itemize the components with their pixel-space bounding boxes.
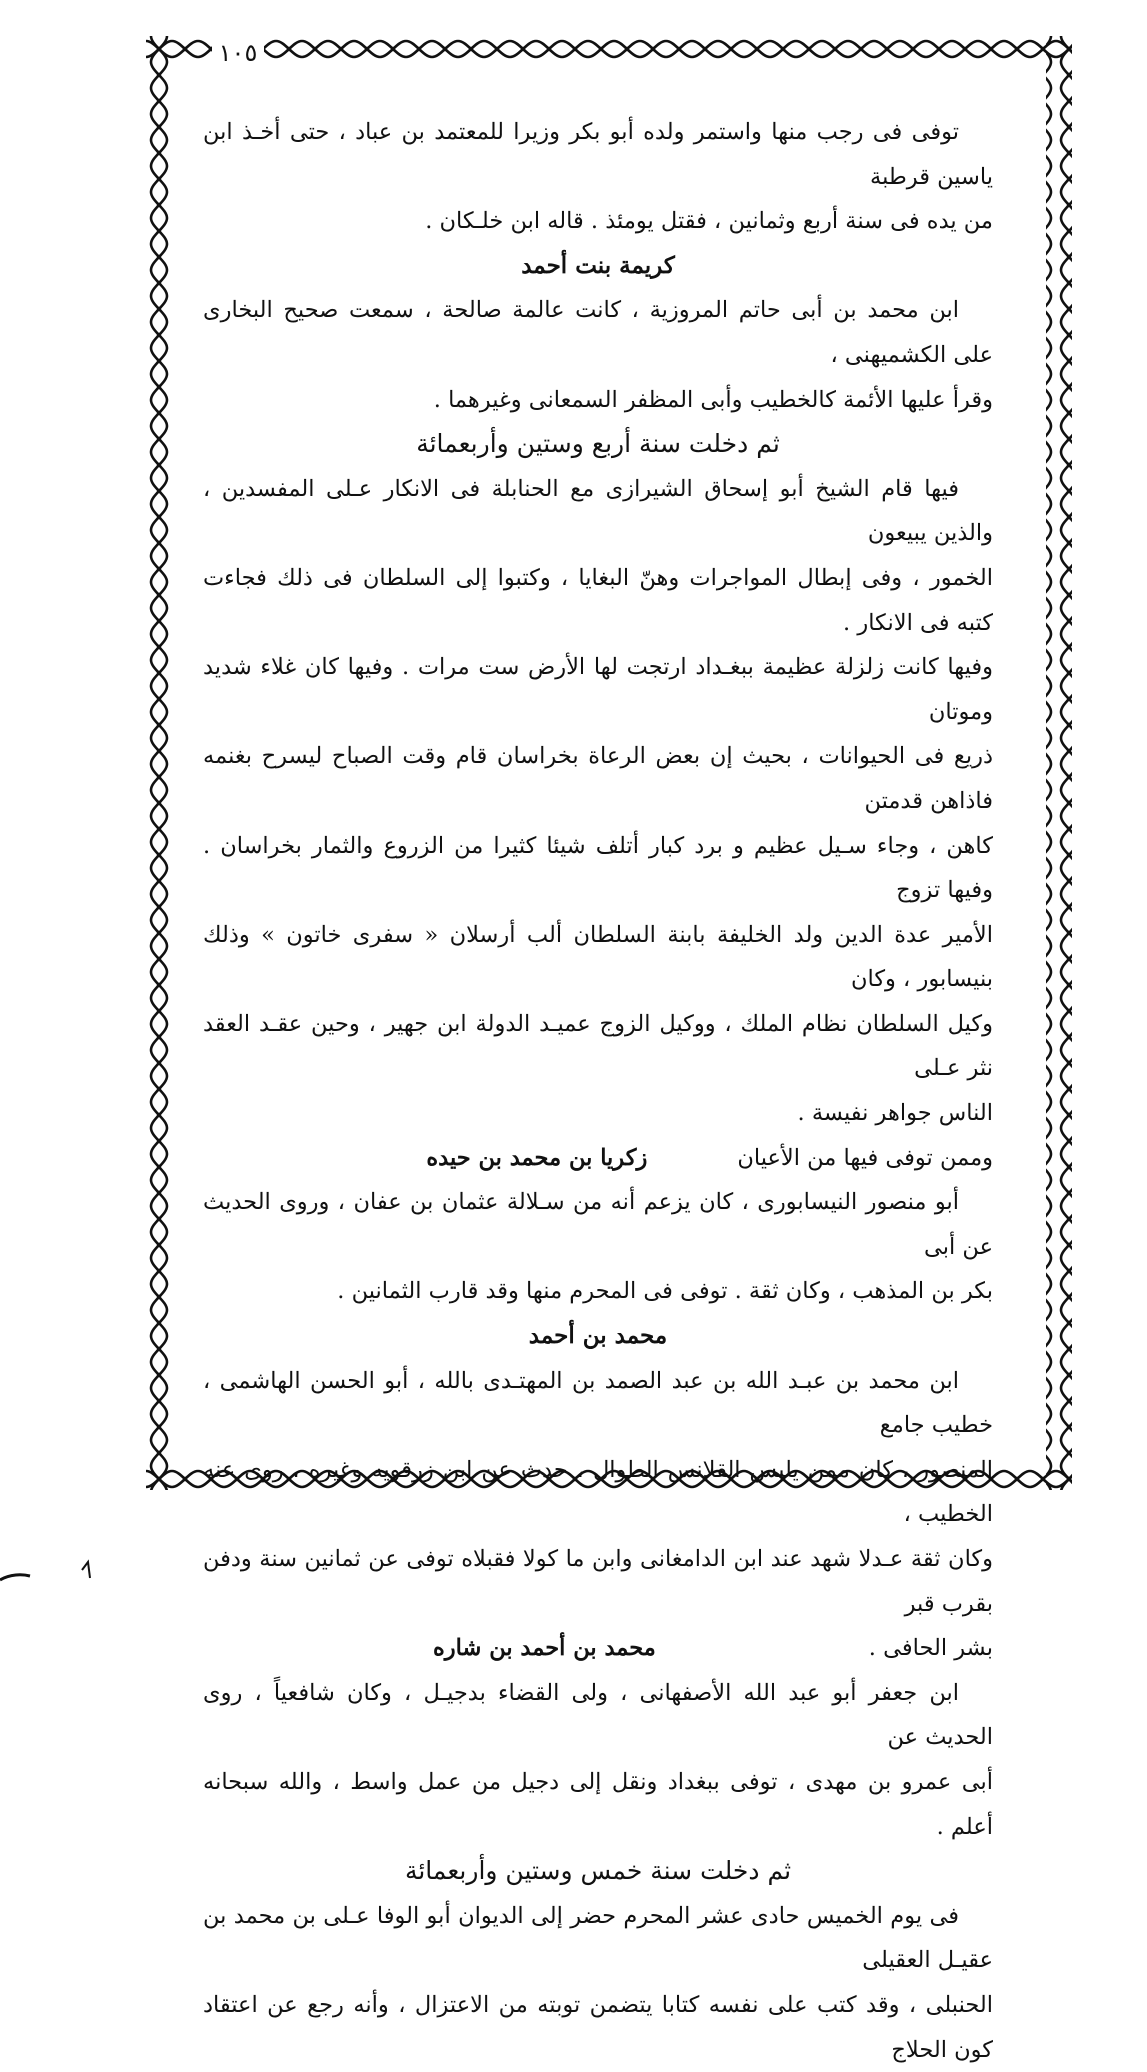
biography-heading: كريمة بنت أحمد	[521, 251, 675, 279]
text-line: فى يوم الخميس حادى عشر المحرم حضر إلى الديوان أبو الوفا عـلى بن محمد بن عقيـل العقيلى	[203, 1902, 993, 1974]
text-fragment: وممن توفى فيها من الأعيان	[737, 1144, 993, 1171]
text-line: توفى فى رجب منها واستمر ولده أبو بكر وزيرا للمعتمد بن عباد ، حتى أخـذ ابن ياسين قرطبة	[203, 119, 993, 190]
text-line: ابن جعفر أبو عبد الله الأصفهانى ، ولى القضاء بدجيـل ، وكان شافعياً ، روى الحديث عن	[203, 1679, 993, 1751]
text-line: المنصور ، كان ممن يلبس القلانس الطوال ، حدث عن ابن زرقويه وغيره ، روى عنه الخطيب ،	[203, 1456, 993, 1528]
text-line: ابن محمد بن عبـد الله بن عبد الصمد بن المهتـدى بالله ، أبو الحسن الهاشمى ، خطيب جامع	[203, 1367, 993, 1439]
text-line-with-heading	[203, 1136, 993, 1181]
text-line: وكيل السلطان نظام الملك ، ووكيل الزوج عميـد الدولة ابن جهير ، وحين عقـد العقد نثر عـلى	[203, 1010, 993, 1082]
text-line-with-heading	[203, 1626, 993, 1671]
text-line: بكر بن المذهب ، وكان ثقة . توفى فى المحرم منها وقد قارب الثمانين .	[337, 1278, 993, 1305]
year-heading: ثم دخلت سنة خمس وستين وأربعمائة	[404, 1856, 792, 1886]
text-line: من يده فى سنة أربع وثمانين ، فقتل يومئذ . قاله ابن خلـكان .	[425, 208, 993, 235]
biography-heading: محمد بن أحمد	[528, 1322, 668, 1350]
text-line: وقرأ عليها الأئمة كالخطيب وأبى المظفر السمعانى وغيرهما .	[433, 386, 993, 413]
scan-artifact-mark	[0, 1548, 120, 1590]
page-number: ١٠٥	[212, 38, 264, 68]
page-body	[203, 110, 993, 2072]
text-line: أبو منصور النيسابورى ، كان يزعم أنه من سـلالة عثمان بن عفان ، وروى الحديث عن أبى	[203, 1189, 993, 1260]
text-line: فيها قام الشيخ أبو إسحاق الشيرازى مع الحنابلة فى الانكار عـلى المفسدين ، والذين يبيعون	[203, 475, 993, 547]
text-line: كاهن ، وجاء سـيل عظيم و برد كبار أتلف شيئا كثيرا من الزروع والثمار بخراسان . وفيها تزوج	[203, 832, 993, 904]
biography-heading: زكريا بن محمد بن حيده	[426, 1144, 648, 1171]
text-line: أبى عمرو بن مهدى ، توفى ببغداد ونقل إلى دجيل من عمل واسط ، والله سبحانه أعلم .	[203, 1768, 993, 1840]
text-line: ذريع فى الحيوانات ، بحيث إن بعض الرعاة بخراسان قام وقت الصباح ليسرح بغنمه فاذاهن قدمتن	[203, 743, 993, 814]
text-line: وكان ثقة عـدلا شهد عند ابن الدامغانى وابن ما كولا فقبلاه توفى عن ثمانين سنة ودفن بقرب قبر	[203, 1546, 993, 1617]
text-line: الناس جواهر نفيسة .	[797, 1100, 993, 1127]
text-line: الخمور ، وفى إبطال المواجرات وهنّ البغايا ، وكتبوا إلى السلطان فى ذلك فجاءت كتبه فى الانكار .	[203, 564, 993, 636]
text-line: وفيها كانت زلزلة عظيمة ببغـداد ارتجت لها الأرض ست مرات . وفيها كان غلاء شديد وموتان	[203, 654, 993, 725]
text-fragment: بشر الحافى .	[868, 1635, 993, 1662]
biography-heading: محمد بن أحمد بن شاره	[433, 1635, 656, 1662]
text-line: ابن محمد بن أبى حاتم المروزية ، كانت عالمة صالحة ، سمعت صحيح البخارى على الكشميهنى ،	[203, 297, 993, 368]
text-line: الأمير عدة الدين ولد الخليفة بابنة السلطان ألب أرسلان « سفرى خاتون » وذلك بنيسابور ، وكان	[203, 921, 993, 993]
text-line: الحنبلى ، وقد كتب على نفسه كتابا يتضمن توبته من الاعتزال ، وأنه رجع عن اعتقاد كون الحلاج	[203, 1991, 993, 2063]
year-heading: ثم دخلت سنة أربع وستين وأربعمائة	[416, 429, 780, 459]
